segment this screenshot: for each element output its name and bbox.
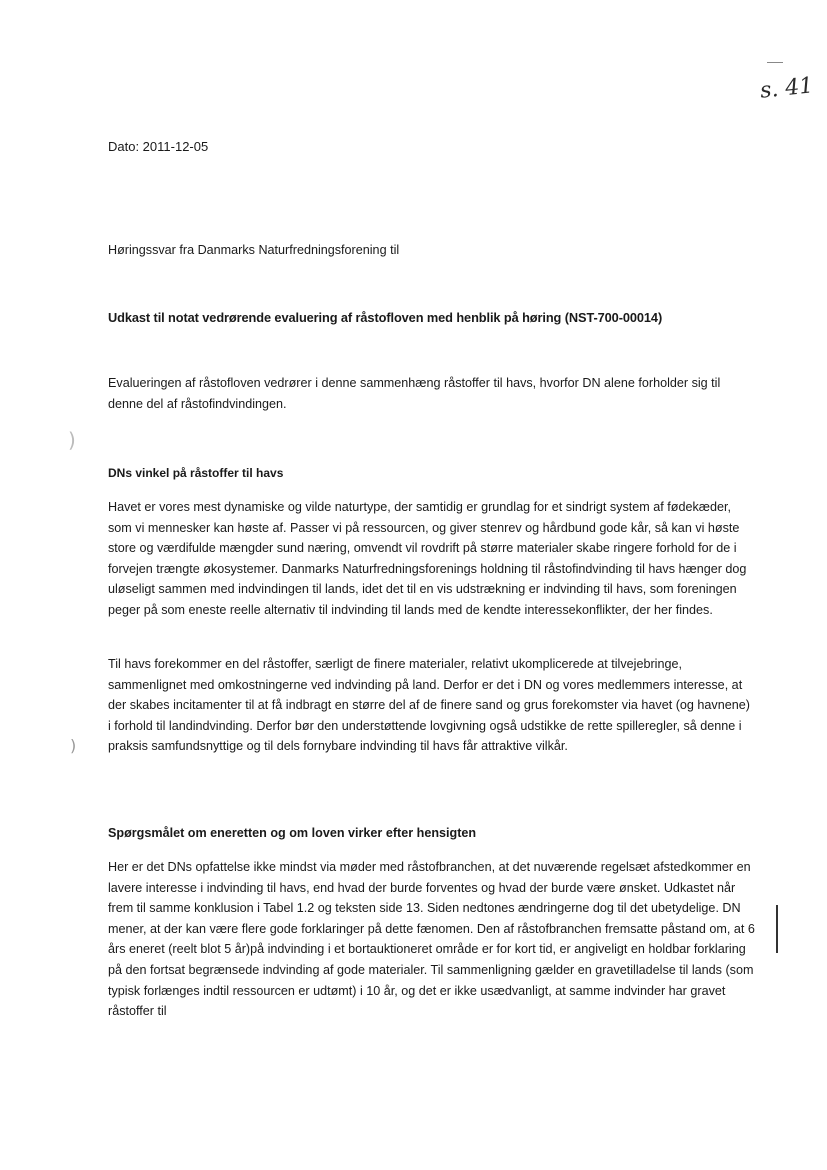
margin-line-mark xyxy=(776,905,778,953)
paragraph-3: Til havs forekommer en del råstoffer, særligt de finere materialer, relativt ukomplicerede at tilvejebringe, sammenlignet med omkostningerne ved indvinding på land. Derfor er det i DN og vores medlemmers interesse, at der skabes incitamenter til at få indbragt en større del af de finere sand og grus forekomster via havet (og havnene) i forhold til landindvinding. Derfor bør den understøttende lovgivning også udstikke de rette spilleregler, så denne i praksis samfundsnyttige og til dels fornybare indvinding til havs får attraktive vilkår. xyxy=(108,657,750,754)
paragraph-2: Havet er vores mest dynamiske og vilde naturtype, der samtidig er grundlag for et sindrigt system af fødekæder, som vi mennesker kan høste af. Passer vi på ressourcen, og giver stenrev og hårdbund gode kår, så kan vi høste store og værdifulde mængder sund næring, omvendt vil rovdrift på større materialer skabe ringere forhold for de i forvejen trængte økosystemer. Danmarks Naturfredningsforenings holdning til råstofindvinding til havs hænger dog uløseligt sammen med indvindingen til lands, idet det til en vis udstrækning er indvinding til havs, som foreningen peger på som eneste reelle alternativ til indvinding til lands med de kendte interessekonflikter, der her findes. xyxy=(108,500,747,617)
scan-mark-top-right xyxy=(767,62,783,63)
handwritten-page-number: s. 41 xyxy=(758,73,815,104)
section-heading-2: Spørgsmålet om eneretten og om loven virker efter hensigten xyxy=(108,826,477,840)
scan-artifact-left-1: ) xyxy=(68,428,76,452)
paragraph-4: Her er det DNs opfattelse ikke mindst via møder med råstofbranchen, at det nuværende regelsæt afstedkommer en lavere interesse i indvinding til havs, end hvad der burde forventes og hvad der burde være ønsket. Udkastet når frem til samme konklusion i Tabel 1.2 og teksten side 13. Siden nedtones ændringerne dog til det ubetydelige. DN mener, at der kan være flere gode forklaringer på dette fænomen. Den af råstofbranchen fremsatte påstand om, at 6 års eneret (reelt blot 5 år)på indvinding i et bortauktioneret område er for kort tid, er angiveligt en holdbar forklaring på den fortsat begrænsede indvinding af gode materialer. Til sammenligning gælder en gravetilladelse til lands (som typisk forlænges indtil ressourcen er udtømt) i 10 år, og det er ikke usædvanligt, at samme indvinder har gravet råstoffer til xyxy=(108,860,755,1019)
section-heading-1: DNs vinkel på råstoffer til havs xyxy=(108,466,284,480)
scan-artifact-left-2: ) xyxy=(70,736,77,755)
paragraph-1: Evalueringen af råstofloven vedrører i denne sammenhæng råstoffer til havs, hvorfor DN alene forholder sig til denne del af råstofindvindingen. xyxy=(108,376,721,411)
date-line: Dato: 2011-12-05 xyxy=(108,139,209,154)
intro-line: Høringssvar fra Danmarks Naturfredningsforening til xyxy=(108,243,400,257)
document-title: Udkast til notat vedrørende evaluering af råstofloven med henblik på høring (NST-700-00014) xyxy=(108,310,663,325)
